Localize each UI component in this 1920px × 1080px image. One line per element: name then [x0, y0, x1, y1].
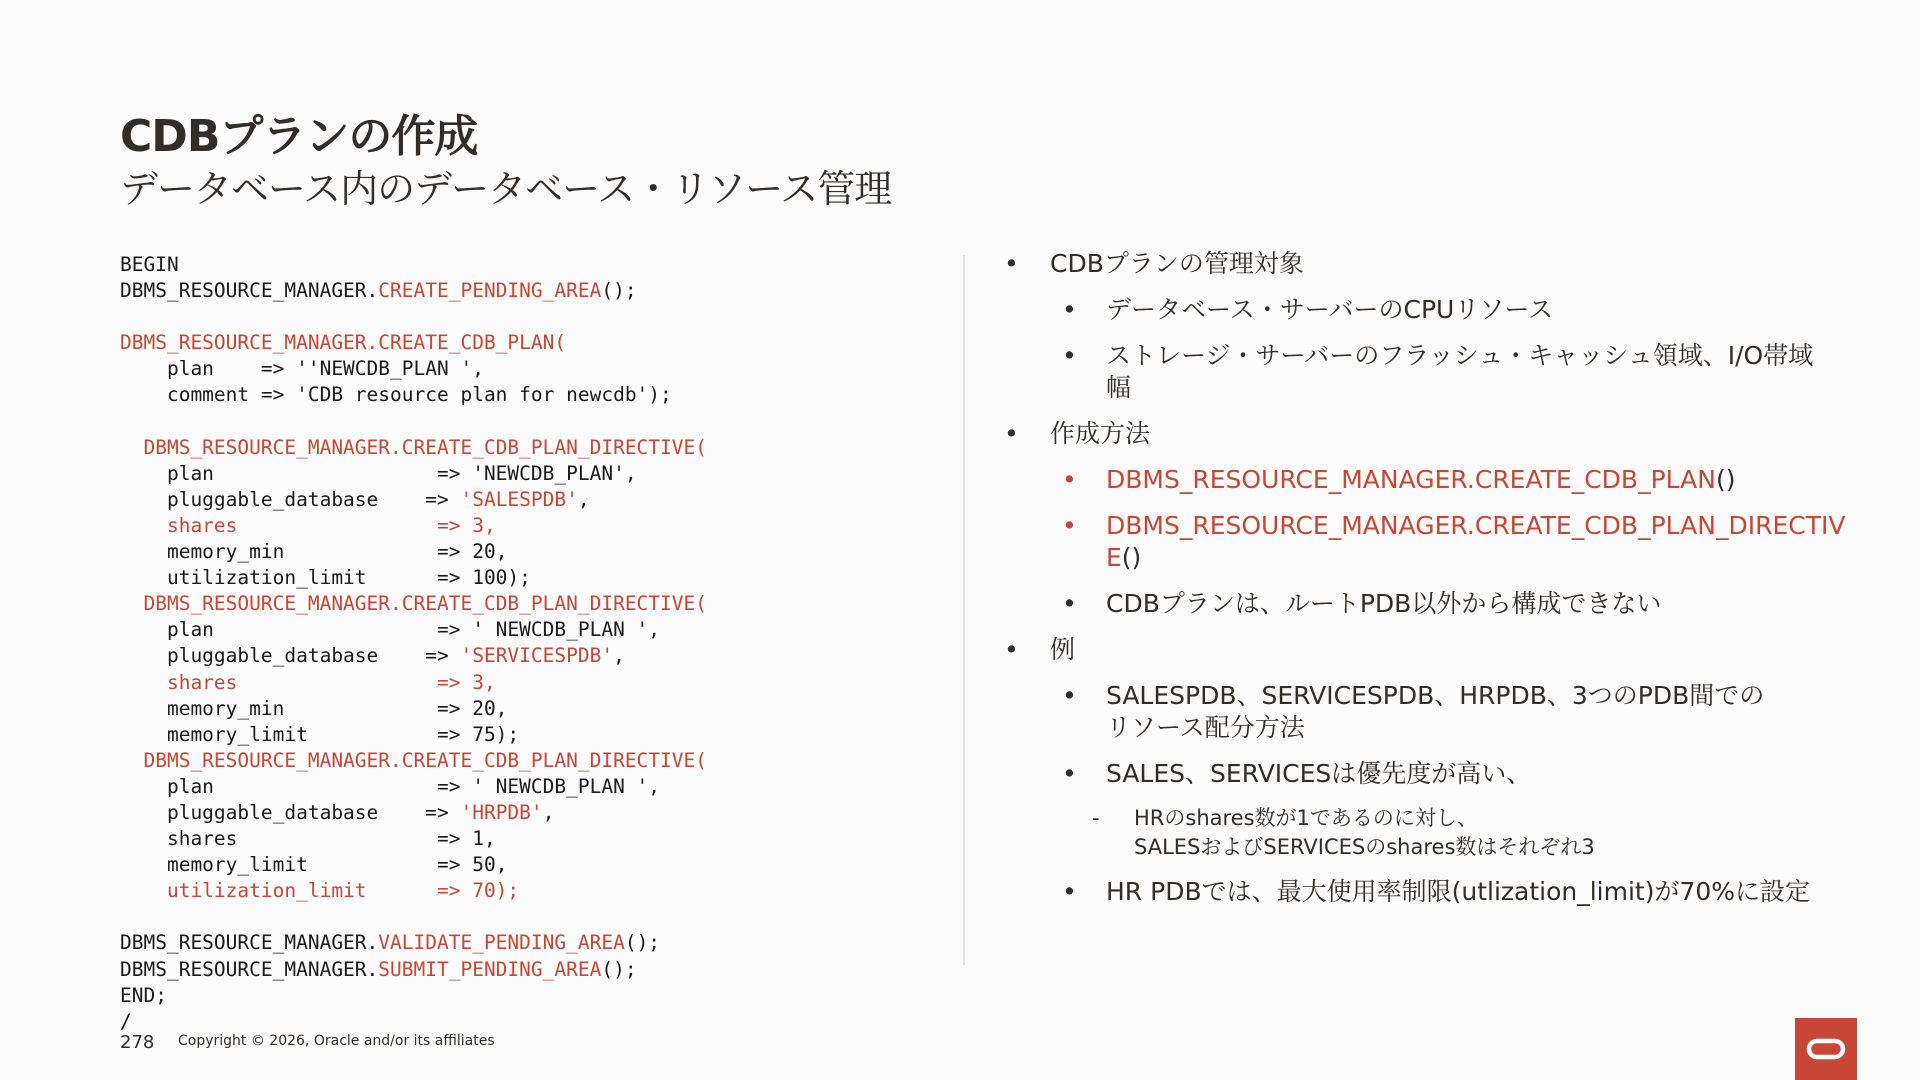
code-line: comment => 'CDB resource plan for newcdb');: [120, 383, 672, 407]
code-line: pluggable_database => 'SERVICESPDB',: [120, 644, 625, 668]
bullet-item: • ストレージ・サーバーのフラッシュ・キャッシュ領域、I/O帯域幅: [1062, 341, 1814, 402]
bullet-item: • DBMS_RESOURCE_MANAGER.CREATE_CDB_PLAN_DIRECTIV E(): [1062, 511, 1846, 572]
code-line: DBMS_RESOURCE_MANAGER.CREATE_PENDING_AREA();: [120, 279, 637, 303]
bullet-item: • CDBプランの管理対象: [1004, 249, 1304, 278]
column-divider: [963, 255, 965, 965]
code-line-blank: [120, 409, 940, 435]
bullet-item: • 例: [1004, 635, 1076, 664]
bullet-item: • CDBプランは、ルートPDB以外から構成できない: [1062, 589, 1662, 618]
code-line: plan => 'NEWCDB_PLAN',: [120, 461, 637, 485]
sub-bullet-item: - HRのshares数が1であるのに対し、 SALESおよびSERVICESのshares数はそれぞれ3: [1092, 806, 1595, 859]
code-line: plan => ' NEWCDB_PLAN ',: [120, 774, 661, 798]
code-line: DBMS_RESOURCE_MANAGER.CREATE_CDB_PLAN(: [120, 331, 567, 355]
code-line: shares => 3,: [120, 513, 496, 537]
slide-title: CDBプランの作成: [120, 111, 478, 162]
code-line: DBMS_RESOURCE_MANAGER.VALIDATE_PENDING_AREA();: [120, 931, 661, 955]
code-line: memory_min => 20,: [120, 696, 508, 720]
code-line: DBMS_RESOURCE_MANAGER.CREATE_CDB_PLAN_DIRECTIVE(: [120, 435, 707, 459]
code-line: DBMS_RESOURCE_MANAGER.CREATE_CDB_PLAN_DIRECTIVE(: [120, 748, 707, 772]
code-block: [120, 252, 940, 1035]
bullet-item: • DBMS_RESOURCE_MANAGER.CREATE_CDB_PLAN(): [1062, 465, 1736, 494]
slide-subtitle: データベース内のデータベース・リソース管理: [120, 167, 892, 211]
code-line: DBMS_RESOURCE_MANAGER.CREATE_CDB_PLAN_DIRECTIVE(: [120, 592, 707, 616]
code-line: utilization_limit => 100);: [120, 566, 531, 590]
code-line: shares => 3,: [120, 670, 496, 694]
code-line: plan => ' NEWCDB_PLAN ',: [120, 618, 661, 642]
bullet-list: [1000, 248, 1846, 922]
code-line-blank: [120, 304, 940, 330]
code-line: END;: [120, 983, 167, 1007]
code-line: memory_limit => 50,: [120, 853, 508, 877]
oracle-logo-icon: [1795, 1018, 1857, 1080]
bullet-item: • SALES、SERVICESは優先度が高い、: [1062, 759, 1532, 788]
code-line: pluggable_database => 'HRPDB',: [120, 800, 555, 824]
code-line: DBMS_RESOURCE_MANAGER.SUBMIT_PENDING_AREA();: [120, 957, 637, 981]
code-line: BEGIN: [120, 253, 179, 276]
code-line-blank: [120, 904, 940, 930]
bullet-item: • SALESPDB、SERVICESPDB、HRPDB、3つのPDB間での リソース配分方法: [1062, 681, 1765, 742]
code-line: pluggable_database => 'SALESPDB',: [120, 487, 590, 511]
code-line: utilization_limit => 70);: [120, 879, 520, 903]
code-line: memory_min => 20,: [120, 540, 508, 564]
code-line: memory_limit => 75);: [120, 722, 520, 746]
page-number: 278: [120, 1032, 155, 1053]
copyright-text: Copyright © 2026, Oracle and/or its affiliates: [178, 1033, 495, 1049]
code-line: /: [120, 1009, 132, 1033]
bullet-item: • データベース・サーバーのCPUリソース: [1062, 295, 1554, 324]
bullet-item: • HR PDBでは、最大使用率制限(utlization_limit)が70%に設定: [1062, 877, 1811, 906]
bullet-item: • 作成方法: [1004, 419, 1151, 448]
code-line: plan => ''NEWCDB_PLAN ',: [120, 357, 484, 381]
code-line: shares => 1,: [120, 827, 496, 851]
